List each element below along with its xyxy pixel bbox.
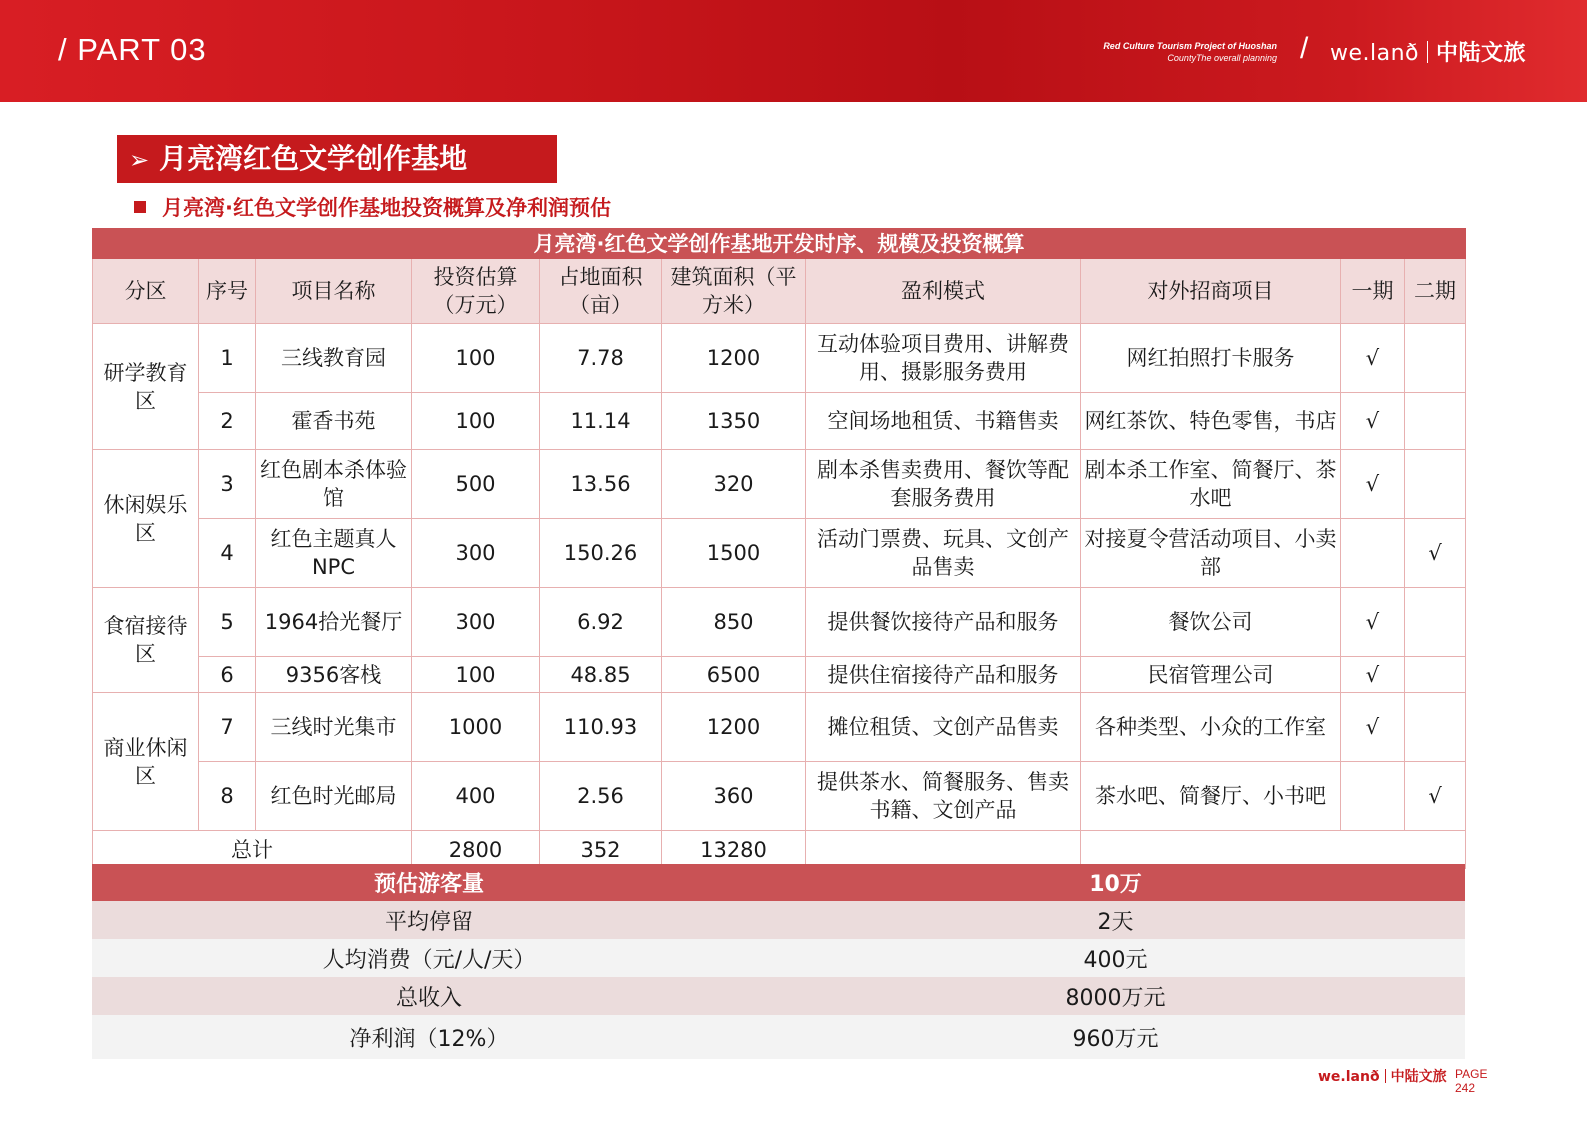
square-bullet-icon xyxy=(134,201,146,213)
summary-label: 人均消费（元/人/天） xyxy=(92,939,766,977)
table-row xyxy=(93,762,1466,831)
cell-phase2 xyxy=(1405,450,1466,519)
cell-invest: 500 xyxy=(412,450,540,519)
cell-build: 850 xyxy=(662,588,806,657)
cell-invest: 400 xyxy=(412,762,540,831)
cell-no: 5 xyxy=(199,588,256,657)
footer-logo-en: we.lanð xyxy=(1318,1069,1380,1085)
summary-head-row xyxy=(92,864,1465,901)
cell-name: 三线时光集市 xyxy=(256,693,412,762)
cell-model: 提供住宿接待产品和服务 xyxy=(806,657,1081,693)
arrow-icon: ➢ xyxy=(129,146,150,174)
brand-tagline-line1: Red Culture Tourism Project of Huoshan xyxy=(1103,41,1277,51)
table-row xyxy=(93,693,1466,762)
table-row xyxy=(93,519,1466,588)
cell-name: 红色时光邮局 xyxy=(256,762,412,831)
cell-invest: 100 xyxy=(412,657,540,693)
cell-invest: 100 xyxy=(412,324,540,393)
logo-separator xyxy=(1427,41,1428,63)
cell-phase2 xyxy=(1405,393,1466,450)
summary-label: 总收入 xyxy=(92,977,766,1015)
col-header-no: 序号 xyxy=(199,259,256,324)
cell-phase2: √ xyxy=(1405,762,1466,831)
brand-tagline xyxy=(1017,40,1277,64)
cell-invest: 100 xyxy=(412,393,540,450)
cell-name: 红色主题真人NPC xyxy=(256,519,412,588)
cell-build: 1350 xyxy=(662,393,806,450)
section-title xyxy=(117,135,557,183)
total-invest: 2800 xyxy=(412,831,540,869)
cell-invite: 各种类型、小众的工作室 xyxy=(1081,693,1341,762)
cell-invest: 1000 xyxy=(412,693,540,762)
cell-land: 11.14 xyxy=(540,393,662,450)
cell-phase1 xyxy=(1341,519,1405,588)
cell-phase2 xyxy=(1405,693,1466,762)
page-number-value: 242 xyxy=(1455,1081,1476,1095)
summary-row xyxy=(92,1015,1465,1059)
investment-table xyxy=(92,228,1466,869)
col-header-invite: 对外招商项目 xyxy=(1081,259,1341,324)
page-word: PAGE xyxy=(1455,1067,1488,1081)
cell-name: 霍香书苑 xyxy=(256,393,412,450)
summary-head-label: 预估游客量 xyxy=(92,864,766,901)
cell-model: 摊位租赁、文创产品售卖 xyxy=(806,693,1081,762)
logo-separator xyxy=(1385,1069,1386,1083)
header-band xyxy=(0,0,1587,102)
cell-phase1: √ xyxy=(1341,324,1405,393)
total-build: 13280 xyxy=(662,831,806,869)
cell-model: 提供餐饮接待产品和服务 xyxy=(806,588,1081,657)
cell-phase1 xyxy=(1341,762,1405,831)
zone-cell: 商业休闲区 xyxy=(93,693,199,831)
cell-build: 1200 xyxy=(662,324,806,393)
page-number xyxy=(1455,1067,1487,1095)
brand-divider: / xyxy=(1300,32,1309,65)
cell-invite: 剧本杀工作室、简餐厅、茶水吧 xyxy=(1081,450,1341,519)
cell-model: 空间场地租赁、书籍售卖 xyxy=(806,393,1081,450)
cell-invite: 网红茶饮、特色零售，书店 xyxy=(1081,393,1341,450)
brand-logo-cn: 中陆文旅 xyxy=(1436,41,1527,66)
cell-build: 360 xyxy=(662,762,806,831)
cell-land: 110.93 xyxy=(540,693,662,762)
cell-phase2: √ xyxy=(1405,519,1466,588)
cell-no: 4 xyxy=(199,519,256,588)
cell-phase2 xyxy=(1405,657,1466,693)
cell-no: 6 xyxy=(199,657,256,693)
cell-model: 互动体验项目费用、讲解费用、摄影服务费用 xyxy=(806,324,1081,393)
summary-value: 8000万元 xyxy=(766,977,1465,1015)
brand-logo xyxy=(1330,36,1526,67)
cell-no: 7 xyxy=(199,693,256,762)
summary-head-value: 10万 xyxy=(766,864,1465,901)
cell-phase2 xyxy=(1405,588,1466,657)
zone-cell: 食宿接待区 xyxy=(93,588,199,693)
summary-label: 平均停留 xyxy=(92,901,766,939)
table-header-row xyxy=(93,259,1466,324)
summary-row xyxy=(92,939,1465,977)
total-empty-cell xyxy=(1081,831,1466,869)
total-land: 352 xyxy=(540,831,662,869)
summary-value: 400元 xyxy=(766,939,1465,977)
summary-value: 2天 xyxy=(766,901,1465,939)
table-row xyxy=(93,393,1466,450)
col-header-name: 项目名称 xyxy=(256,259,412,324)
cell-invite: 餐饮公司 xyxy=(1081,588,1341,657)
zone-cell: 研学教育区 xyxy=(93,324,199,450)
zone-cell: 休闲娱乐区 xyxy=(93,450,199,588)
cell-land: 7.78 xyxy=(540,324,662,393)
part-label: / PART 03 xyxy=(58,32,207,67)
col-header-land: 占地面积（亩） xyxy=(540,259,662,324)
cell-invite: 民宿管理公司 xyxy=(1081,657,1341,693)
cell-invite: 网红拍照打卡服务 xyxy=(1081,324,1341,393)
col-header-phase1: 一期 xyxy=(1341,259,1405,324)
cell-phase1: √ xyxy=(1341,393,1405,450)
cell-phase2 xyxy=(1405,324,1466,393)
cell-name: 三线教育园 xyxy=(256,324,412,393)
total-label: 总计 xyxy=(93,831,412,869)
cell-build: 1200 xyxy=(662,693,806,762)
col-header-phase2: 二期 xyxy=(1405,259,1466,324)
cell-invest: 300 xyxy=(412,588,540,657)
cell-build: 1500 xyxy=(662,519,806,588)
col-header-invest: 投资估算（万元） xyxy=(412,259,540,324)
summary-row xyxy=(92,901,1465,939)
cell-build: 6500 xyxy=(662,657,806,693)
cell-model: 活动门票费、玩具、文创产品售卖 xyxy=(806,519,1081,588)
total-empty-cell xyxy=(806,831,1081,869)
cell-no: 1 xyxy=(199,324,256,393)
cell-model: 提供茶水、简餐服务、售卖书籍、文创产品 xyxy=(806,762,1081,831)
cell-phase1: √ xyxy=(1341,450,1405,519)
cell-phase1: √ xyxy=(1341,693,1405,762)
cell-build: 320 xyxy=(662,450,806,519)
cell-land: 13.56 xyxy=(540,450,662,519)
brand-tagline-line2: CountyThe overall planning xyxy=(1167,53,1277,63)
summary-value: 960万元 xyxy=(766,1015,1465,1059)
footer-logo-cn: 中陆文旅 xyxy=(1390,1069,1447,1085)
table-row xyxy=(93,657,1466,693)
table-caption: 月亮湾·红色文学创作基地开发时序、规模及投资概算 xyxy=(93,229,1466,259)
cell-name: 9356客栈 xyxy=(256,657,412,693)
col-header-model: 盈利模式 xyxy=(806,259,1081,324)
table-row xyxy=(93,450,1466,519)
col-header-build: 建筑面积（平方米） xyxy=(662,259,806,324)
total-row xyxy=(93,831,1466,869)
cell-model: 剧本杀售卖费用、餐饮等配套服务费用 xyxy=(806,450,1081,519)
cell-phase1: √ xyxy=(1341,657,1405,693)
brand-logo-en: we.lanð xyxy=(1330,41,1420,66)
summary-row xyxy=(92,977,1465,1015)
cell-invest: 300 xyxy=(412,519,540,588)
col-header-zone: 分区 xyxy=(93,259,199,324)
table-row xyxy=(93,588,1466,657)
cell-land: 2.56 xyxy=(540,762,662,831)
summary-table xyxy=(92,864,1465,1059)
section-title-text: 月亮湾红色文学创作基地 xyxy=(159,142,468,175)
cell-land: 6.92 xyxy=(540,588,662,657)
cell-no: 8 xyxy=(199,762,256,831)
cell-land: 150.26 xyxy=(540,519,662,588)
cell-name: 红色剧本杀体验馆 xyxy=(256,450,412,519)
cell-no: 2 xyxy=(199,393,256,450)
summary-label: 净利润（12%） xyxy=(92,1015,766,1059)
cell-invite: 对接夏令营活动项目、小卖部 xyxy=(1081,519,1341,588)
cell-invite: 茶水吧、简餐厅、小书吧 xyxy=(1081,762,1341,831)
table-row xyxy=(93,324,1466,393)
footer-logo xyxy=(1318,1066,1447,1086)
section-subtitle-text: 月亮湾·红色文学创作基地投资概算及净利润预估 xyxy=(162,196,611,220)
cell-name: 1964拾光餐厅 xyxy=(256,588,412,657)
cell-no: 3 xyxy=(199,450,256,519)
section-subtitle xyxy=(134,193,611,223)
cell-land: 48.85 xyxy=(540,657,662,693)
cell-phase1: √ xyxy=(1341,588,1405,657)
